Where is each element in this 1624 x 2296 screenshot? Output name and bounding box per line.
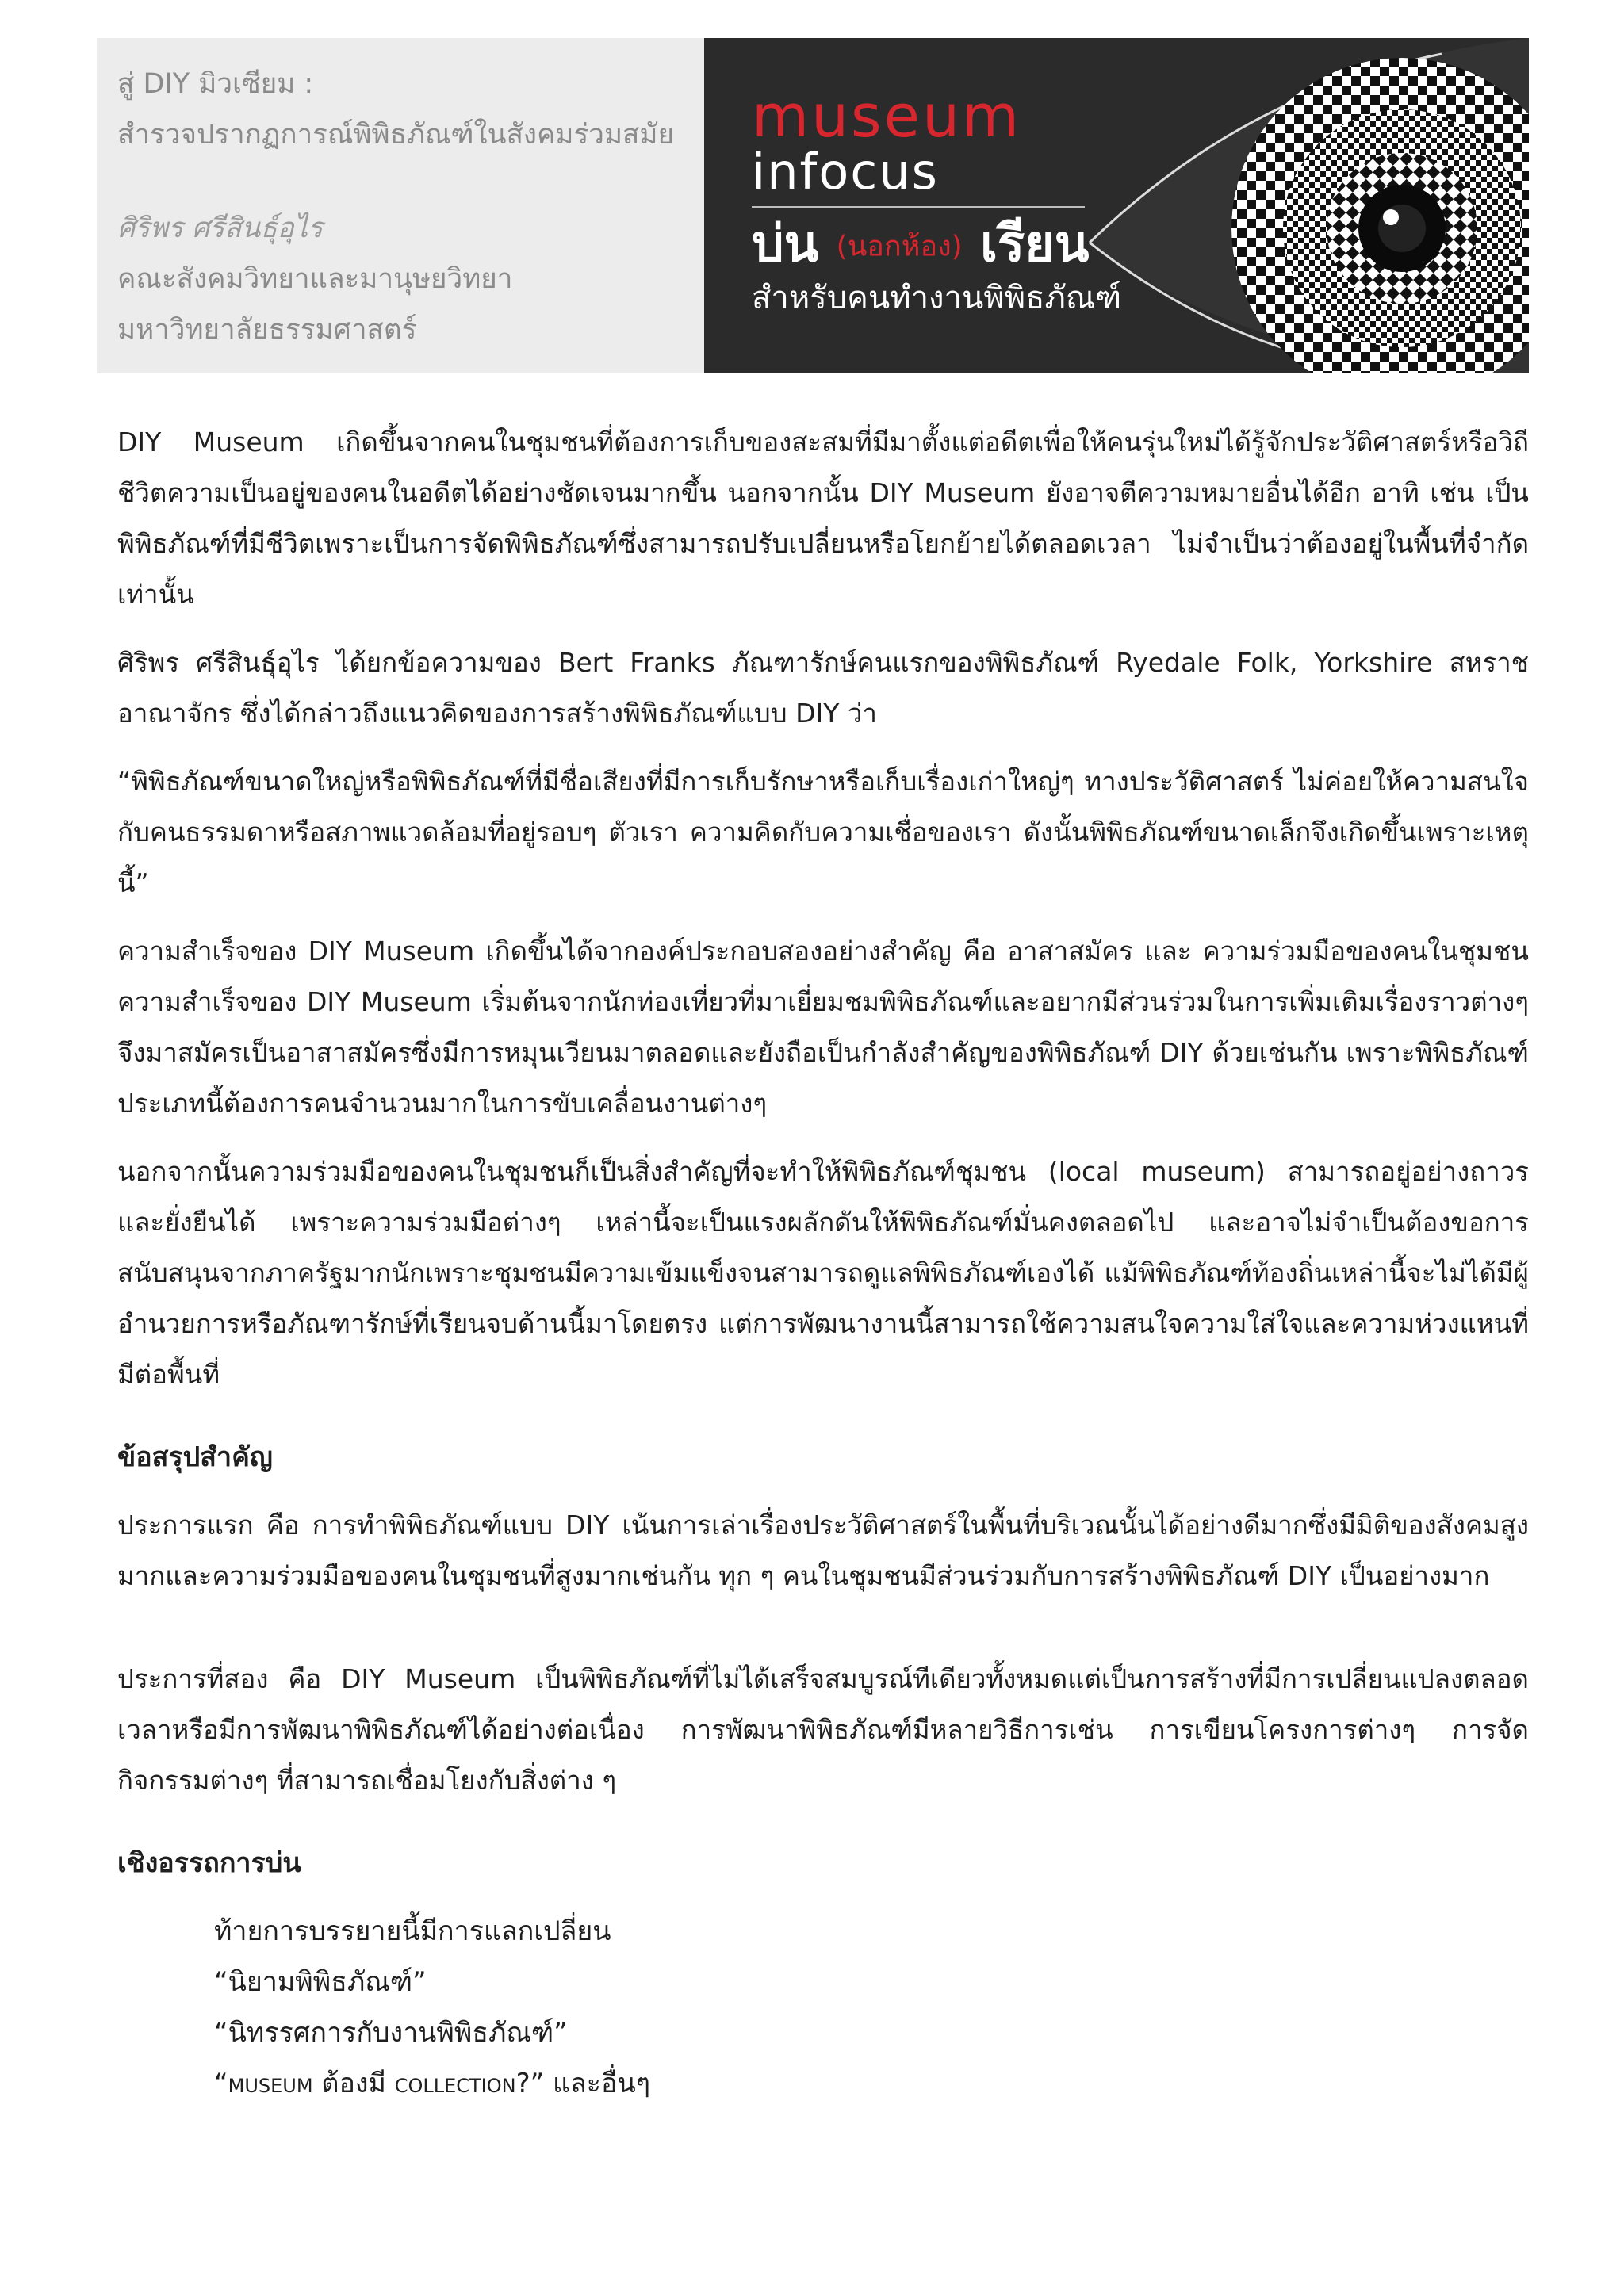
body-paragraph-2: ศิริพร ศรีสินธุ์อุไร ได้ยกข้อความของ Bert Franks ภัณฑารักษ์คนแรกของพิพิธภัณฑ์ Ryedale Folk, Yorkshire สหราชอาณาจักร ซึ่งได้กล่าวถึงแนวคิดของการสร้างพิพิธภัณฑ์แบบ DIY ว่า (117, 647, 1530, 729)
body-paragraph-4: นอกจากนั้นความร่วมมือของคนในชุมชนก็เป็นสิ่งสำคัญที่จะทำให้พิพิธภัณฑ์ชุมชน (local museum) สามารถอยู่อย่างถาวรและยั่งยืนได้ เพราะความร่วมมือต่างๆ เหล่านี้จะเป็นแรงผลักดันให้พิพิธภัณฑ์มั่นคงตลอดไป และอาจไม่จำเป็นต้องขอการสนับสนุนจากภาครัฐมากนักเพราะชุมชนมีความเข้มแข็งจนสามารถดูแลพิพิธภัณฑ์เองได้ แม้พิพิธภัณฑ์ท้องถิ่นเหล่านี้จะไม่ได้มีผู้อำนวยการหรือภัณฑารักษ์ที่เรียนจบด้านนี้มาโดยตรง แต่การพัฒนางานนี้สามารถใช้ความสนใจความใส่ใจและความห่วงแหนที่มีต่อพื้นที่ (117, 1156, 1529, 1390)
summary-point-1: ประการแรก คือ การทำพิพิธภัณฑ์แบบ DIY เน้นการเล่าเรื่องประวัติศาสตร์ในพื้นที่บริเวณนั้นได้อย่างดีมากซึ่งมีมิติของสังคมสูงมากและความร่วมมือของคนในชุมชนที่สูงมากเช่นกัน ทุก ๆ คนในชุมชนมีส่วนร่วมกับการสร้างพิพิธภัณฑ์ DIY เป็นอย่างมาก (117, 1510, 1529, 1591)
logo-tagline-end: เรียน (979, 215, 1090, 274)
logo-divider (752, 206, 1085, 208)
logo-tagline-paren: (นอกห้อง) (836, 230, 963, 263)
affiliation-university: มหาวิทยาลัยธรรมศาสตร์ (117, 314, 417, 346)
footnote-item-3: “museum ต้องมี collection?” และอื่นๆ (214, 2068, 650, 2099)
page-header (97, 38, 1529, 373)
footnote-item-2: “นิทรรศการกับงานพิพิธภัณฑ์” (214, 2017, 568, 2049)
museum-infocus-banner (704, 38, 1529, 373)
article-body (117, 417, 1529, 2109)
title-block (97, 38, 704, 373)
logo-subtitle: สำหรับคนทำงานพิพิธภัณฑ์ (752, 280, 1122, 316)
logo-infocus-text: infocus (752, 143, 939, 201)
summary-point-2: ประการที่สอง คือ DIY Museum เป็นพิพิธภัณฑ์ที่ไม่ได้เสร็จสมบูรณ์ทีเดียวทั้งหมดแต่เป็นการสร้างที่มีการเปลี่ยนแปลงตลอดเวลาหรือมีการพัฒนาพิพิธภัณฑ์ได้อย่างต่อเนื่อง การพัฒนาพิพิธภัณฑ์มีหลายวิธีการเช่น การเขียนโครงการต่างๆ การจัดกิจกรรมต่างๆ ที่สามารถเชื่อมโยงกับสิ่งต่าง ๆ (117, 1663, 1529, 1796)
logo-museum-text: museum (752, 82, 1022, 151)
article-title-line-2: สำรวจปรากฏการณ์พิพิธภัณฑ์ในสังคมร่วมสมัย (117, 119, 674, 151)
author-name: ศิริพร ศรีสินธุ์อุไร (117, 212, 324, 244)
footnote-item-1: “นิยามพิพิธภัณฑ์” (214, 1966, 427, 1998)
article-title-line-1: สู่ DIY มิวเซียม : (117, 68, 314, 100)
affiliation-faculty: คณะสังคมวิทยาและมานุษยวิทยา (117, 263, 513, 295)
footnote-heading: เชิงอรรถการบ่น (117, 1847, 301, 1879)
summary-heading: ข้อสรุปสำคัญ (117, 1441, 273, 1473)
logo-tagline (752, 214, 1089, 277)
body-paragraph-3: ความสำเร็จของ DIY Museum เกิดขึ้นได้จากองค์ประกอบสองอย่างสำคัญ คือ อาสาสมัคร และ ความร่วมมือของคนในชุมชน ความสำเร็จของ DIY Museum เริ่มต้นจากนักท่องเที่ยวที่มาเยี่ยมชมพิพิธภัณฑ์และอยากมีส่วนร่วมในการเพิ่มเติมเรื่องราวต่างๆ จึงมาสมัครเป็นอาสาสมัครซึ่งมีการหมุนเวียนมาตลอดและยังถือเป็นกำลังสำคัญของพิพิธภัณฑ์ DIY ด้วยเช่นกัน เพราะพิพิธภัณฑ์ประเภทนี้ต้องการคนจำนวนมากในการขับเคลื่อนงานต่างๆ (117, 936, 1529, 1119)
body-paragraph-1: DIY Museum เกิดขึ้นจากคนในชุมชนที่ต้องการเก็บของสะสมที่มีมาตั้งแต่อดีตเพื่อให้คนรุ่นใหม่ได้รู้จักประวัติศาสตร์หรือวิถีชีวิตความเป็นอยู่ของคนในอดีตได้อย่างชัดเจนมากขึ้น นอกจากนั้น DIY Museum ยังอาจตีความหมายอื่นได้อีก อาทิ เช่น เป็นพิพิธภัณฑ์ที่มีชีวิตเพราะเป็นการจัดพิพิธภัณฑ์ซึ่งสามารถปรับเปลี่ยนหรือโยกย้ายได้ตลอดเวลา ไม่จำเป็นว่าต้องอยู่ในพื้นที่จำกัดเท่านั้น (117, 427, 1529, 610)
footnote-list (214, 1906, 1529, 2109)
footnote-intro: ท้ายการบรรยายนี้มีการแลกเปลี่ยน (214, 1915, 611, 1947)
logo-tagline-start: บ่น (752, 215, 819, 274)
quote-paragraph: “พิพิธภัณฑ์ขนาดใหญ่หรือพิพิธภัณฑ์ที่มีชื่อเสียงที่มีการเก็บรักษาหรือเก็บเรื่องเก่าใหญ่ๆ ทางประวัติศาสตร์ ไม่ค่อยให้ความสนใจกับคนธรรมดาหรือสภาพแวดล้อมที่อยู่รอบๆ ตัวเรา ความคิดกับความเชื่อของเรา ดังนั้นพิพิธภัณฑ์ขนาดเล็กจึงเกิดขึ้นเพราะเหตุนี้” (117, 766, 1529, 898)
